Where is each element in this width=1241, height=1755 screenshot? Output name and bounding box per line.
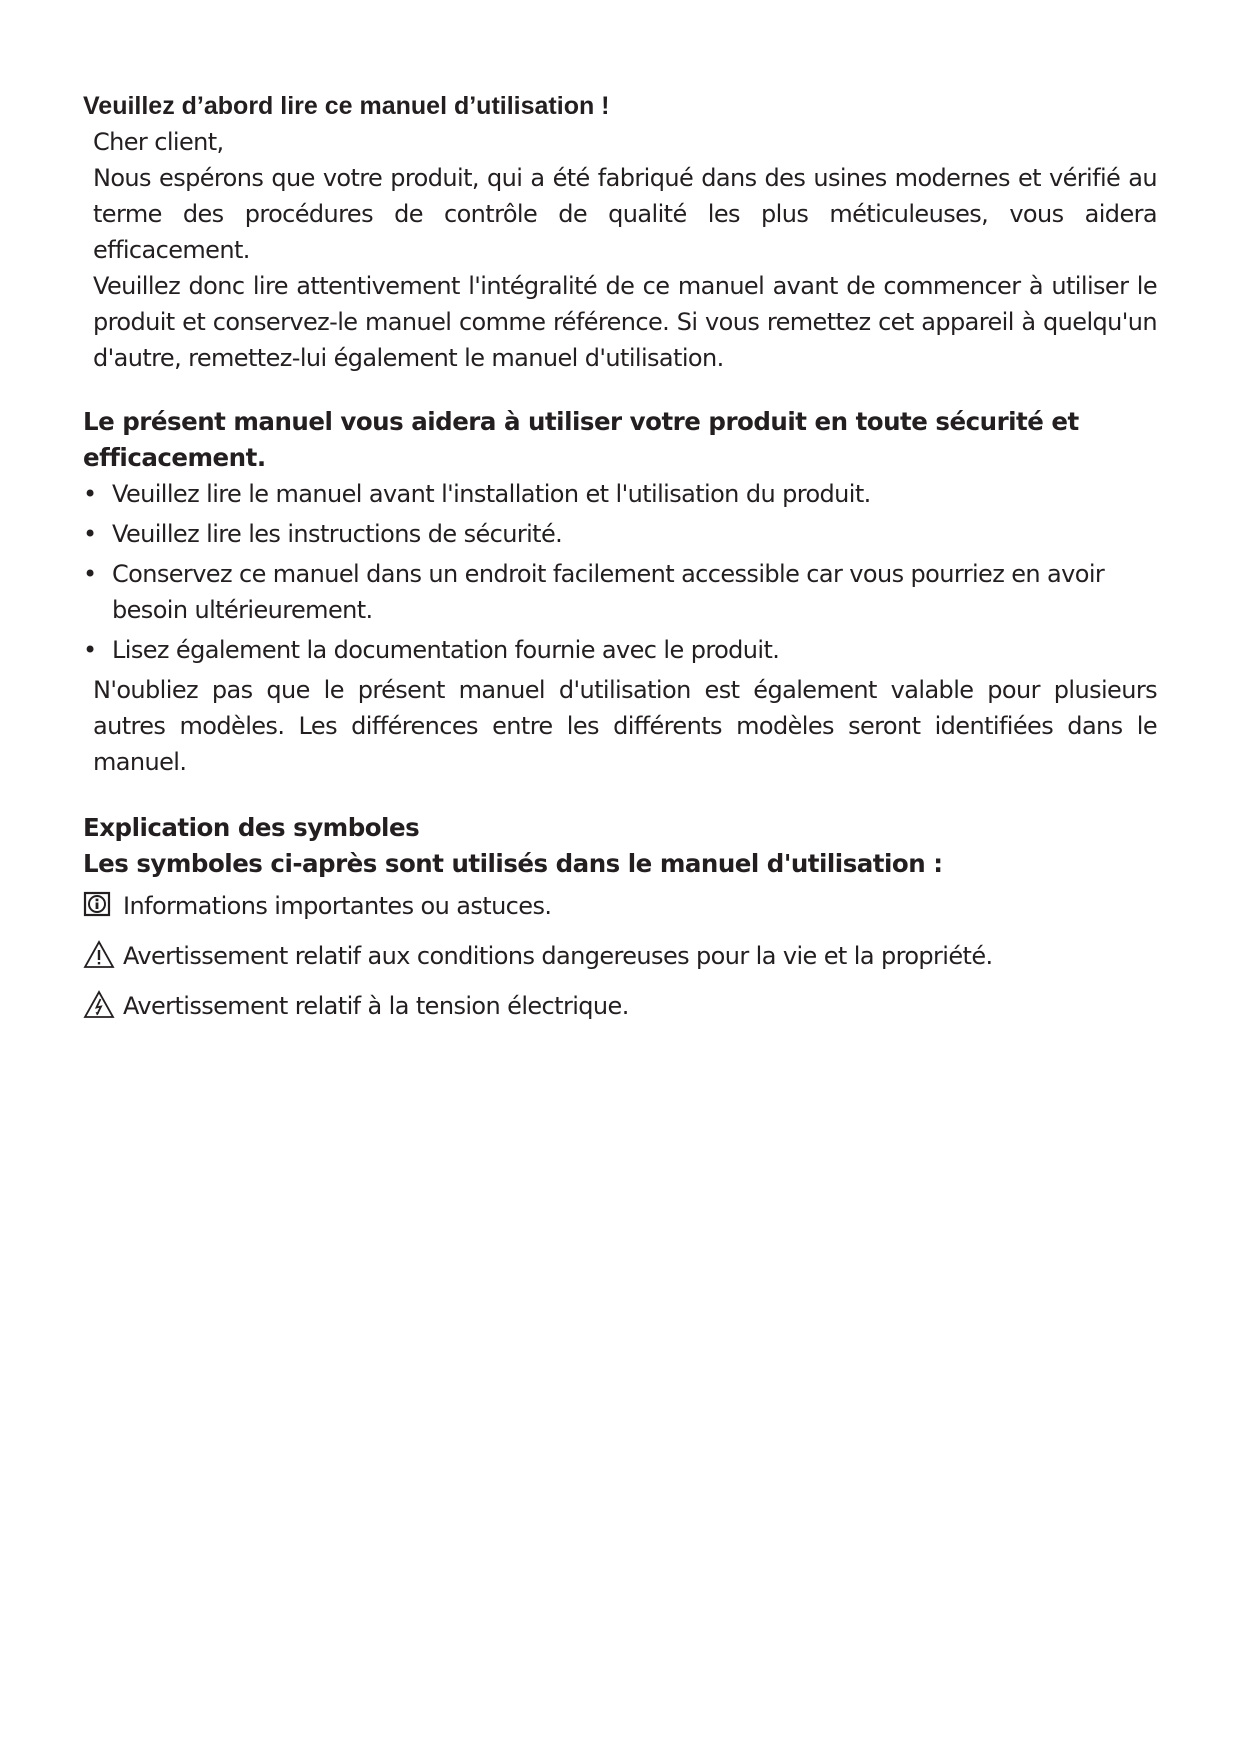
safety-heading: Le présent manuel vous aidera à utiliser votre produit en toute sécurité et efficacement. [83, 407, 1079, 472]
greeting: Cher client, [93, 128, 224, 156]
bullet-icon: • [83, 480, 97, 508]
list-item [83, 556, 1157, 628]
electric-warning-icon [83, 990, 115, 1022]
symbol-row-info [83, 888, 1157, 924]
symbol-description: Avertissement relatif aux conditions dangereuses pour la vie et la propriété. [123, 942, 993, 970]
warning-icon [83, 940, 115, 972]
symbol-row-warning [83, 938, 1157, 974]
bullet-icon: • [83, 636, 97, 664]
symbol-row-electric [83, 988, 1157, 1024]
intro-paragraph-2: Veuillez donc lire attentivement l'intégralité de ce manuel avant de commencer à utiliser le produit et conservez-le manuel comme référence. Si vous remettez cet appareil à quelqu'un d'autre, remettez-lui également le manuel d'utilisation. [93, 272, 1157, 372]
list-item [83, 516, 1157, 552]
safety-bullet-list [83, 476, 1157, 668]
models-note: N'oubliez pas que le présent manuel d'utilisation est également valable pour plusieurs autres modèles. Les différences entre les différents modèles seront identifiées dans le manuel. [93, 676, 1157, 776]
list-item-text: Lisez également la documentation fournie avec le produit. [112, 636, 780, 664]
manual-page [83, 88, 1157, 1024]
list-item-text: Conservez ce manuel dans un endroit facilement accessible car vous pourriez en avoir besoin ultérieurement. [112, 560, 1105, 624]
symbols-subheading: Les symboles ci-après sont utilisés dans le manuel d'utilisation : [83, 849, 943, 878]
list-item [83, 632, 1157, 668]
info-icon [83, 890, 115, 922]
list-item-text: Veuillez lire le manuel avant l'installation et l'utilisation du produit. [112, 480, 871, 508]
intro-paragraph-1: Nous espérons que votre produit, qui a été fabriqué dans des usines modernes et vérifié au terme des procédures de contrôle de qualité les plus méticuleuses, vous aidera efficacement. [93, 164, 1157, 264]
bullet-icon: • [83, 560, 97, 588]
bullet-icon: • [83, 520, 97, 548]
list-item [83, 476, 1157, 512]
symbols-heading: Explication des symboles [83, 813, 420, 842]
intro-heading: Veuillez d’abord lire ce manuel d’utilisation ! [83, 92, 610, 120]
symbol-description: Avertissement relatif à la tension électrique. [123, 992, 629, 1020]
list-item-text: Veuillez lire les instructions de sécurité. [112, 520, 563, 548]
symbol-description: Informations importantes ou astuces. [123, 892, 552, 920]
